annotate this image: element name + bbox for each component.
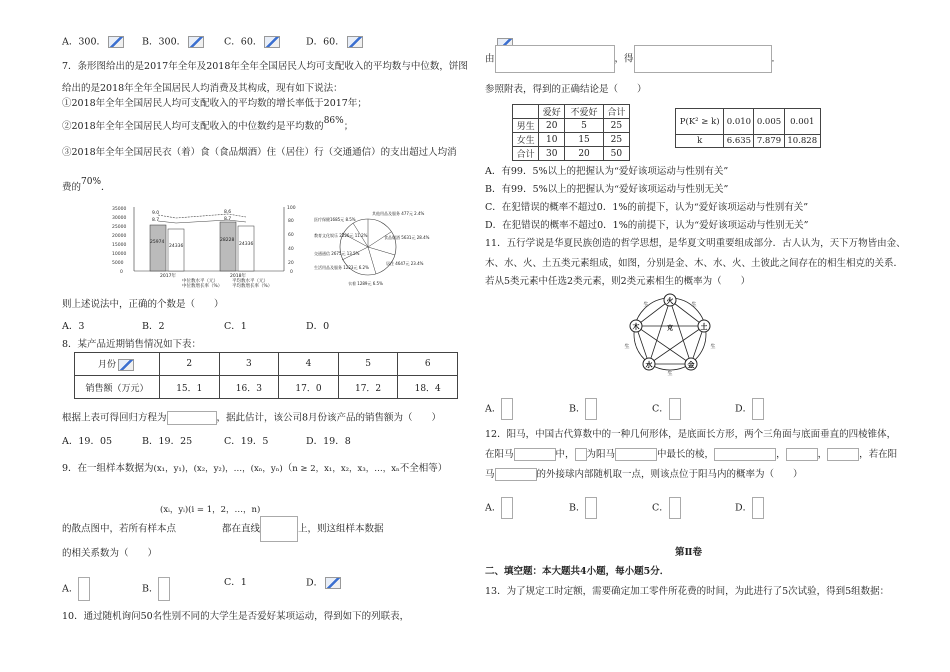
q9-line-3: 的相关系数为（ ） — [62, 548, 158, 559]
pie-label: 医疗保健1685元 8.5% — [314, 217, 356, 222]
series-line — [158, 214, 246, 218]
pie-chart-svg — [312, 203, 430, 288]
part-2-title: 第Ⅱ卷 — [675, 547, 703, 558]
q8-line-2: 根据上表可得回归方程为 ，据此估计，该公司8月份该产品的销售额为（ ） — [62, 412, 442, 424]
sheng-label: 生 — [710, 344, 716, 350]
formula-image-box — [495, 468, 537, 481]
table-cell: 爱好 — [539, 105, 565, 119]
q6-option-d: D．60． — [306, 36, 365, 49]
q9-option-a: A． — [62, 577, 90, 601]
sheng-label: 生 — [691, 302, 697, 308]
bar — [168, 229, 184, 271]
table-cell: 销售额（万元） — [75, 376, 160, 399]
q8-option-c: C．19．5 — [224, 436, 269, 447]
wuxing-diagram — [620, 290, 720, 376]
table-cell: 25 — [603, 133, 629, 147]
q9-point: (xᵢ，yᵢ)(i = 1，2，…，n) — [160, 505, 261, 515]
element-water: 水 — [645, 361, 653, 369]
q7-statement-3b: 费的70%． — [62, 177, 111, 193]
bar — [238, 226, 254, 271]
y-tick: 35000 — [112, 207, 127, 212]
formula-image-icon — [118, 359, 134, 371]
formula-image-box — [786, 448, 818, 461]
table-cell: 17．2 — [338, 376, 398, 399]
q10-option-c: C．在犯错误的概率不超过0．1%的前提下，认为“爱好该项运动与性别有关” — [485, 202, 809, 213]
r-line-2: 参照附表，得到的正确结论是（ ） — [485, 84, 647, 95]
legend-entry: 平均数水平（元） — [232, 279, 268, 284]
formula-image-box — [501, 497, 513, 519]
pie-label: 衣着 1289元 6.5% — [348, 281, 383, 286]
q7-statement-3: ③2018年全年全国居民衣（着）食（食品烟酒）住（居住）行（交通通信）的支出超过人均消 — [62, 147, 457, 158]
pie-label: 其他用品及服务 477元 2.4% — [372, 211, 425, 216]
q7-option-d: D．0 — [306, 321, 330, 332]
q11-line-1: 11．五行学说是华夏民族创造的哲学思想，是华夏文明重要组成部分．古人认为，天下万物皆由金、 — [485, 238, 906, 249]
y-tick: 0 — [120, 270, 123, 275]
table-cell: 20 — [539, 119, 565, 133]
table-cell: 月份 — [75, 353, 160, 376]
q11-option-c: C． — [652, 398, 681, 420]
formula-image-box — [575, 448, 587, 461]
q6-option-b: B．300． — [142, 36, 206, 49]
ke-label: 克 — [666, 325, 674, 332]
wuxing-diagram-svg — [620, 290, 720, 376]
q12-option-b: B． — [569, 497, 597, 519]
sheng-label: 生 — [643, 302, 649, 308]
y2-tick: 20 — [288, 261, 294, 266]
q7-statement-1: ①2018年全年全国居民人均可支配收入的平均数的增长率低于2017年； — [62, 98, 367, 109]
sheng-label: 生 — [624, 344, 630, 350]
q8-option-a: A．19．05 — [62, 436, 113, 447]
table-cell: 5 — [338, 353, 398, 376]
formula-image-box — [501, 398, 513, 420]
formula-image-box — [669, 398, 681, 420]
q8-line-1: 8．某产品近期销售情况如下表： — [62, 339, 202, 350]
formula-image-box — [752, 497, 764, 519]
q9-option-b: B． — [142, 577, 170, 601]
formula-image-icon — [188, 36, 204, 48]
table-cell: 20 — [565, 147, 604, 161]
table-cell: 6 — [398, 353, 458, 376]
q12-line-2: 在阳马 中， 为阳马 中最长的棱， ， ， ，若在阳 — [485, 449, 898, 460]
y-tick: 15000 — [112, 243, 127, 248]
sheng-label: 生 — [667, 371, 673, 377]
q12-line-1: 12．阳马，中国古代算数中的一种几何形体，是底面长方形，两个三角面与底面垂直的四棱锥体， — [485, 429, 897, 440]
table-cell: 3 — [219, 353, 279, 376]
table-cell: 0.005 — [754, 109, 784, 135]
data-label: 24336 — [169, 244, 184, 249]
table-cell: 0.001 — [784, 109, 820, 135]
legend-entry: 中位数水平（元） — [182, 279, 218, 284]
r-line-1: 由 ，得 ． — [485, 45, 781, 73]
q8-table — [74, 352, 458, 399]
x-tick: 2018年 — [230, 274, 246, 279]
contingency-table — [512, 104, 630, 161]
data-label: 25974 — [150, 240, 165, 245]
q9-line-2: 的散点图中，若所有样本点 都在直线 上，则这组样本数据 — [62, 516, 384, 542]
table-row — [676, 109, 821, 135]
table-cell: 5 — [565, 119, 604, 133]
y2-tick: 80 — [288, 219, 294, 224]
q7-statement-2: ②2018年全年全国居民人均可支配收入的中位数约是平均数的86%； — [62, 116, 354, 132]
table-cell: 4 — [279, 353, 339, 376]
formula-image-icon — [108, 36, 124, 48]
q11-option-a: A． — [485, 398, 513, 420]
element-earth: 土 — [700, 323, 708, 331]
formula-image-icon — [264, 36, 280, 48]
bar — [220, 222, 236, 271]
formula-image-box — [714, 448, 776, 461]
data-label: 28228 — [220, 238, 235, 243]
y2-tick: 40 — [288, 247, 294, 252]
q6-option-c: C．60． — [224, 36, 282, 49]
q12-option-c: C． — [652, 497, 681, 519]
table-row — [513, 147, 630, 161]
table-cell: P(K² ≥ k) — [676, 109, 724, 135]
table-cell — [513, 105, 539, 119]
pie-label: 生活用品及服务 1223元 6.2% — [314, 265, 369, 270]
bar-line-chart-svg — [112, 203, 307, 288]
y2-tick: 100 — [287, 206, 296, 211]
formula-image-box — [615, 448, 657, 461]
table-cell: 15．1 — [160, 376, 220, 399]
table-cell: 2 — [160, 353, 220, 376]
table-cell: 17．0 — [279, 376, 339, 399]
q6-option-a: A．300． — [62, 36, 126, 49]
element-wood: 木 — [632, 323, 640, 331]
formula-image-box — [827, 448, 859, 461]
formula-image-icon — [325, 577, 341, 589]
section-2-heading: 二、填空题：本大题共4小题，每小题5分． — [485, 566, 670, 577]
q12-option-d: D． — [735, 497, 764, 519]
table-cell: 10.828 — [784, 135, 820, 148]
formula-image-box — [634, 45, 772, 73]
pie-label: 食品烟酒 5631元 28.4% — [384, 235, 430, 240]
table-row — [75, 376, 458, 399]
q10-option-b: B．有99．5%以上的把握认为“爱好该项运动与性别无关” — [485, 184, 729, 195]
table-row — [75, 353, 458, 376]
y-tick: 25000 — [112, 225, 127, 230]
pie-label: 教育文化娱乐 2226元 11.2% — [314, 233, 368, 238]
q9-line-1: 9．在一组样本数据为(x₁，y₁)，(x₂，y₂)，…，(xₙ，yₙ)（n ≥ 2，x₁，x₂，x₃，…，xₙ不全相等） — [62, 463, 448, 474]
table-row — [676, 135, 821, 148]
formula-image-box — [585, 497, 597, 519]
q13-line: 13．为了规定工时定额，需要确定加工零件所花费的时间，为此进行了5次试验，得到5组数据： — [485, 586, 890, 597]
x-tick: 2017年 — [160, 274, 176, 279]
y-tick: 30000 — [112, 216, 127, 221]
formula-image-box — [585, 398, 597, 420]
q11-option-b: B． — [569, 398, 597, 420]
formula-image-box — [158, 577, 170, 601]
table-cell: 0.010 — [724, 109, 754, 135]
data-label: 24336 — [239, 242, 254, 247]
table-cell: 18．4 — [398, 376, 458, 399]
y-tick: 20000 — [112, 234, 127, 239]
table-cell: 合计 — [513, 147, 539, 161]
q11-line-3: 若从5类元素中任选2类元素，则2类元素相生的概率为（ ） — [485, 276, 751, 287]
table-row — [513, 119, 630, 133]
formula-image-box — [260, 516, 298, 542]
q9-option-d: D． — [306, 577, 343, 590]
element-metal: 金 — [687, 361, 695, 369]
data-label: 8.6 — [224, 210, 232, 215]
q7-line-2: 给出的是2018年全年全国居民人均消费及其构成，现有如下说法： — [62, 83, 343, 94]
formula-image-box — [752, 398, 764, 420]
formula-image-icon — [347, 36, 363, 48]
q7-line-1: 7．条形图给出的是2017年全年及2018年全年全国居民人均可支配收入的平均数与中位数，饼图 — [62, 61, 468, 72]
formula-image-box — [495, 45, 615, 73]
formula-image-box — [167, 411, 217, 425]
q7-ask: 则上述说法中，正确的个数是（ ） — [62, 299, 224, 310]
table-cell: 15 — [565, 133, 604, 147]
bar — [150, 225, 166, 271]
table-cell: 50 — [603, 147, 629, 161]
legend-entry: 平均数增长率（%） — [232, 284, 273, 289]
pie-chart — [312, 203, 430, 288]
table-row — [513, 105, 630, 119]
table-row — [513, 133, 630, 147]
data-label: 9.0 — [152, 211, 160, 216]
q10-option-d: D．在犯错误的概率不超过0．1%的前提下，认为“爱好该项运动与性别无关” — [485, 220, 809, 231]
pie-label: 交通通信 2675元 13.5% — [314, 251, 360, 256]
q11-line-2: 木、水、火、土五类元素组成，如图，分别是金、木、水、火、土彼此之间存在的相生相克的关系． — [485, 258, 904, 269]
table-cell: 男生 — [513, 119, 539, 133]
formula-image-box — [78, 577, 90, 601]
q10-line: 10．通过随机询问50名性别不同的大学生是否爱好某项运动，得到如下的列联表， — [62, 611, 410, 622]
y-tick: 5000 — [112, 261, 124, 266]
q10-option-a: A．有99．5%以上的把握认为“爱好该项运动与性别有关” — [485, 166, 729, 177]
q7-option-c: C．1 — [224, 321, 247, 332]
q8-option-d: D．19．8 — [306, 436, 351, 447]
table-cell: 不爱好 — [565, 105, 604, 119]
table-cell: 25 — [603, 119, 629, 133]
q8-option-b: B．19．25 — [142, 436, 193, 447]
formula-image-box — [669, 497, 681, 519]
q11-option-d: D． — [735, 398, 764, 420]
data-label: 8.7 — [224, 217, 232, 222]
y-tick: 10000 — [112, 252, 127, 257]
table-cell: 女生 — [513, 133, 539, 147]
y2-tick: 0 — [290, 270, 293, 275]
formula-image-box — [514, 448, 556, 461]
data-label: 8.7 — [152, 218, 160, 223]
table-cell: 30 — [539, 147, 565, 161]
critical-value-table — [675, 108, 821, 148]
table-cell: 合计 — [603, 105, 629, 119]
y2-tick: 60 — [288, 233, 294, 238]
table-cell: 10 — [539, 133, 565, 147]
q12-line-3: 马 的外接球内部随机取一点，则该点位于阳马内的概率为（ ） — [485, 469, 803, 480]
table-cell: 16．3 — [219, 376, 279, 399]
pie-label: 居住 4647元 23.4% — [386, 261, 424, 266]
bar-line-chart — [112, 203, 307, 288]
table-cell: 7.879 — [754, 135, 784, 148]
table-cell: k — [676, 135, 724, 148]
element-fire: 火 — [666, 297, 674, 305]
q9-option-c: C．1 — [224, 577, 247, 588]
table-cell: 6.635 — [724, 135, 754, 148]
legend-entry: 中位数增长率（%） — [182, 284, 223, 289]
q7-option-b: B．2 — [142, 321, 165, 332]
q7-option-a: A．3 — [62, 321, 85, 332]
q12-option-a: A． — [485, 497, 513, 519]
